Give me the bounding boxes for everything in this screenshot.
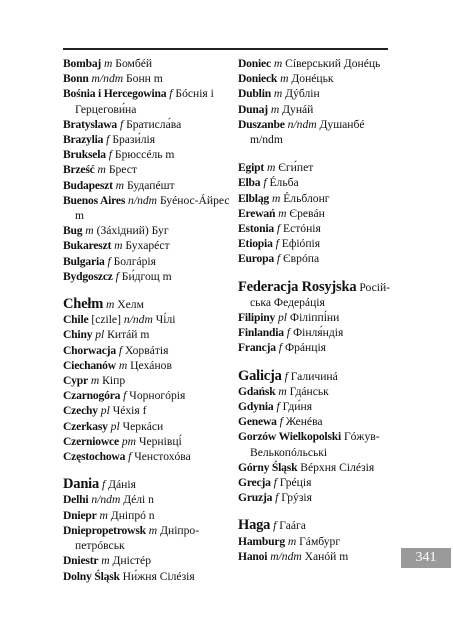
entry-headword: Dniepropetrowsk — [63, 523, 146, 537]
dictionary-entry — [238, 399, 391, 414]
entry-translation: Будапéшт — [126, 178, 175, 192]
entry-translation: Ни́жня Сілéзія — [122, 569, 195, 583]
entry-gender: n/ndm — [287, 117, 317, 131]
entry-headword: Dolny Śląsk — [63, 569, 120, 583]
entry-gender: f — [119, 117, 124, 131]
entry-headword: Chorwacja — [63, 343, 116, 357]
entry-gender: n/ndm — [91, 493, 121, 507]
section-gap — [238, 147, 391, 160]
entry-translation: Дáнія — [108, 478, 136, 492]
entry-translation: Гди́ня — [282, 400, 313, 414]
entry-translation: Бомбéй — [115, 57, 153, 70]
entry-gender: m — [114, 239, 123, 253]
entry-gender: f — [284, 369, 288, 383]
entry-gender: m — [118, 358, 128, 372]
entry-gender: m — [287, 534, 297, 548]
entry-translation: Бóснія і Герцегови́на — [75, 87, 214, 116]
dictionary-entry — [63, 117, 231, 132]
entry-headword: Hanoi — [238, 549, 268, 563]
dictionary-entry — [63, 343, 231, 358]
entry-headword: Doniec — [238, 57, 271, 70]
dictionary-entry — [63, 492, 231, 507]
dictionary-entry — [63, 388, 231, 403]
entry-translation: Би́дгощ m — [121, 269, 172, 283]
entry-translation: Ченстохóва — [134, 450, 191, 464]
entry-translation: Російська Федерáція — [250, 280, 391, 309]
dictionary-entry — [238, 325, 391, 340]
dictionary-entry — [238, 221, 391, 236]
dictionary-entry — [63, 373, 231, 388]
entry-headword: Częstochowa — [63, 450, 126, 464]
entry-gender: f — [278, 341, 283, 355]
entry-headword: Chełm — [63, 296, 104, 313]
entry-headword: Bonn — [63, 72, 89, 86]
entry-translation: Черкáси — [122, 419, 164, 433]
dictionary-entry — [238, 460, 391, 475]
entry-translation: Чéхія f — [112, 404, 147, 418]
dictionary-entry — [238, 310, 391, 325]
entry-headword: Brześć — [63, 163, 95, 177]
entry-gender: f — [286, 326, 291, 340]
dictionary-entry — [63, 327, 231, 342]
entry-headword: Donieck — [238, 72, 278, 86]
page-number: 341 — [401, 548, 451, 568]
dictionary-entry — [238, 429, 391, 459]
entry-gender: m — [97, 163, 106, 177]
entry-gender: f — [273, 519, 277, 533]
dictionary-entry — [63, 449, 231, 464]
entry-headword: Brazylia — [63, 133, 104, 147]
dictionary-entry — [63, 508, 231, 523]
entry-gender: f — [276, 222, 281, 236]
entry-translation: Дніпрó n — [110, 508, 155, 522]
entry-headword: Bruksela — [63, 148, 106, 162]
dictionary-entry — [63, 71, 231, 86]
entry-headword: Dania — [63, 476, 100, 493]
entry-headword: Filipiny — [238, 311, 276, 325]
entry-translation: Ханóй m — [304, 549, 349, 563]
entry-gender: pl — [100, 404, 110, 418]
entry-translation: Гáмбург — [299, 534, 341, 548]
entry-translation: Кіпр — [102, 374, 126, 388]
entry-gender: m — [85, 224, 94, 238]
entry-gender: m — [106, 298, 115, 312]
entry-translation: Болгáрія — [113, 254, 156, 268]
dictionary-entry — [63, 223, 231, 238]
dictionary-entry — [238, 549, 391, 564]
entry-headword: Bulgaria — [63, 254, 105, 268]
entry-translation: Чернівці́ — [138, 434, 182, 448]
entry-gender: m — [115, 178, 125, 192]
dictionary-entry — [238, 414, 391, 429]
dictionary-entry — [238, 117, 391, 147]
entry-translation: (Зáхідний) Буг — [96, 224, 169, 238]
dictionary-entry — [63, 358, 231, 373]
entry-headword: Chiny — [63, 328, 93, 342]
dictionary-entry — [238, 191, 391, 206]
dictionary-entry — [63, 553, 231, 568]
entry-headword: Dniepr — [63, 508, 97, 522]
entry-translation: Сíверський Донéць — [285, 57, 381, 70]
entry-headword: Ciechanów — [63, 358, 116, 372]
entry-translation: Вéрхня Сілéзія — [300, 460, 375, 474]
entry-headword: Erewań — [238, 206, 276, 220]
entry-gender: f — [279, 415, 283, 429]
entry-headword: Dniestr — [63, 554, 99, 568]
dictionary-entry — [238, 175, 391, 190]
dictionary-entry — [238, 534, 391, 549]
dictionary-entry — [63, 269, 231, 284]
dictionary-entry — [238, 280, 391, 310]
entry-translation: Грýзія — [281, 491, 312, 505]
entry-translation: Гаáга — [279, 519, 306, 533]
entry-translation: Грéція — [279, 476, 312, 490]
entry-headword: Czerniowce — [63, 434, 119, 448]
entry-gender: f — [169, 87, 173, 101]
entry-gender: f — [115, 269, 119, 283]
dictionary-entry — [63, 132, 231, 147]
entry-translation: Женéва — [285, 415, 323, 429]
entry-translation: Бухарéст — [125, 239, 170, 253]
entry-translation: Цехáнов — [130, 358, 172, 372]
entry-translation: Бонн m — [126, 72, 163, 86]
entry-gender: f — [275, 491, 279, 505]
entry-headword: Galicja — [238, 367, 282, 384]
entry-headword: Duszanbe — [238, 117, 285, 131]
dictionary-entry — [238, 490, 391, 505]
entry-translation: Хорвáтія — [124, 343, 169, 357]
dictionary-entry — [238, 369, 391, 384]
entry-headword: Czarnogóra — [63, 389, 121, 403]
entry-translation: Донéцьк — [291, 72, 334, 86]
entry-translation: Брест — [108, 163, 137, 177]
entry-headword: Górny Śląsk — [238, 460, 298, 474]
entry-gender: pl — [110, 419, 120, 433]
entry-headword: Chile — [63, 313, 89, 327]
entry-headword: Elbląg — [238, 191, 270, 205]
entry-translation: Естóнія — [283, 222, 321, 236]
entry-translation: Китáй m — [107, 328, 150, 342]
entry-gender: f — [263, 176, 267, 190]
entry-headword: Bydgoszcz — [63, 269, 113, 283]
entry-translation: Братисла́ва — [126, 117, 182, 131]
entry-gender: pm — [121, 434, 137, 448]
entry-headword: Bukareszt — [63, 239, 112, 253]
entry-gender: n/ndm — [128, 193, 158, 207]
entry-gender: m — [90, 374, 100, 388]
entry-gender: m — [266, 161, 276, 175]
entry-headword: Dunaj — [238, 102, 268, 116]
entry-translation: Єврóпа — [283, 252, 320, 266]
dictionary-entry — [63, 162, 231, 177]
entry-translation: Дýблін — [285, 87, 320, 101]
dictionary-entry — [238, 71, 391, 86]
entry-translation: Гдáнськ — [289, 384, 329, 398]
entry-translation: Галичинá — [290, 369, 338, 383]
left-column — [63, 56, 231, 584]
entry-headword: Haga — [238, 517, 271, 534]
entry-headword: Francja — [238, 341, 276, 355]
entry-gender: m — [99, 508, 108, 522]
entry-headword: Gdańsk — [238, 384, 276, 398]
entry-translation: Брюссéль m — [114, 148, 175, 162]
header-rule — [63, 48, 388, 50]
entry-translation: Ефіóпія — [281, 237, 321, 251]
entry-headword: Buenos Aires — [63, 193, 126, 207]
entry-headword: Gorzów Wielkopolski — [238, 430, 342, 444]
dictionary-entry — [63, 238, 231, 253]
dictionary-entry — [238, 518, 391, 533]
entry-translation: Філіппі́ни — [289, 311, 340, 325]
entry-headword: Genewa — [238, 415, 277, 429]
entry-translation: Чі́лі — [155, 313, 176, 327]
dictionary-entry — [238, 475, 391, 490]
dictionary-entry — [63, 419, 231, 434]
dictionary-entry — [238, 340, 391, 355]
dictionary-entry — [63, 178, 231, 193]
entry-gender: f — [276, 252, 281, 266]
dictionary-entry — [63, 312, 231, 327]
entry-headword: Bombaj — [63, 57, 102, 70]
entry-headword: Finlandia — [238, 326, 284, 340]
entry-translation: Хелм — [117, 298, 144, 312]
entry-translation: Éльба — [269, 176, 299, 190]
entry-translation: Єревáн — [289, 206, 325, 220]
entry-translation: Дністéр — [112, 554, 151, 568]
dictionary-entry — [238, 384, 391, 399]
entry-gender: pl — [95, 328, 105, 342]
entry-headword: Bośnia i Hercegowina — [63, 87, 167, 101]
entry-translation: Дунáй — [282, 102, 314, 116]
entry-headword: Etiopia — [238, 237, 273, 251]
entry-gender: f — [107, 254, 111, 268]
dictionary-entry — [63, 193, 231, 223]
dictionary-entry — [238, 56, 391, 71]
entry-translation: Душанбé m/ndm — [250, 117, 365, 147]
entry-headword: Estonia — [238, 222, 274, 236]
dictionary-entry — [63, 147, 231, 162]
dictionary-entry — [238, 236, 391, 251]
entry-gender: f — [275, 237, 279, 251]
dictionary-entry — [63, 403, 231, 418]
dictionary-entry — [63, 434, 231, 449]
entry-translation: Брази́лія — [112, 133, 156, 147]
dictionary-entry — [63, 297, 231, 312]
entry-gender: m — [271, 191, 281, 205]
entry-headword: Europa — [238, 252, 274, 266]
entry-headword: Bratyslawa — [63, 117, 118, 131]
entry-headword: Cypr — [63, 374, 88, 388]
entry-gender: m — [273, 57, 283, 70]
entry-translation: Чорногóрія — [129, 389, 186, 403]
dictionary-entry — [238, 86, 391, 101]
entry-gender: m/ndm — [270, 549, 302, 563]
dictionary-entry — [238, 102, 391, 117]
entry-translation: Дніпропетрóвськ — [75, 523, 200, 553]
dictionary-entry — [63, 477, 231, 492]
dictionary-entry — [238, 160, 391, 175]
entry-gender: n/ndm — [123, 313, 153, 327]
entry-gender: m — [280, 72, 289, 86]
dictionary-entry — [238, 251, 391, 266]
entry-gender: f — [106, 133, 110, 147]
right-column — [238, 56, 391, 564]
entry-gender: m — [270, 102, 280, 116]
entry-headword: Czerkasy — [63, 419, 108, 433]
entry-headword: Czechy — [63, 404, 98, 418]
entry-headword: Budapeszt — [63, 178, 113, 192]
entry-translation: Éльблонг — [283, 191, 330, 205]
entry-gender: f — [276, 400, 280, 414]
dictionary-entry — [63, 86, 231, 116]
entry-translation: Єги́пет — [278, 161, 314, 175]
entry-gender: m — [273, 87, 283, 101]
entry-translation: Буéнос-Áйрес m — [75, 193, 230, 223]
entry-headword: Delhi — [63, 493, 89, 507]
entry-gender: f — [118, 343, 123, 357]
entry-headword: Elba — [238, 176, 261, 190]
entry-gender: m — [148, 523, 158, 537]
entry-translation: Дéлі n — [123, 493, 154, 507]
entry-headword: Gdynia — [238, 400, 274, 414]
entry-headword: Gruzja — [238, 491, 273, 505]
entry-gender: m — [278, 206, 287, 220]
entry-pronunciation: [czile] — [91, 313, 121, 327]
entry-gender: f — [128, 450, 132, 464]
entry-gender: f — [273, 476, 277, 490]
entry-gender: m — [101, 554, 110, 568]
entry-headword: Federacja Rosyjska — [238, 278, 357, 295]
entry-gender: m/ndm — [91, 72, 124, 86]
entry-headword: Grecja — [238, 476, 271, 490]
entry-gender: f — [108, 148, 112, 162]
entry-translation: Гóжув-Велькопóльські — [250, 430, 380, 459]
entry-translation: Фінля́ндія — [292, 326, 344, 340]
entry-gender: pl — [277, 311, 287, 325]
entry-gender: f — [101, 478, 106, 492]
entry-gender: m — [104, 57, 113, 70]
entry-gender: f — [123, 389, 127, 403]
entry-headword: Egipt — [238, 161, 265, 175]
dictionary-entry — [238, 206, 391, 221]
dictionary-entry — [63, 523, 231, 553]
entry-headword: Hamburg — [238, 534, 285, 548]
entry-translation: Фрáнція — [284, 341, 327, 355]
dictionary-entry — [63, 254, 231, 269]
entry-headword: Dublin — [238, 87, 271, 101]
entry-headword: Bug — [63, 224, 83, 238]
entry-gender: m — [278, 384, 287, 398]
dictionary-entry — [63, 56, 231, 71]
dictionary-entry — [63, 569, 231, 584]
